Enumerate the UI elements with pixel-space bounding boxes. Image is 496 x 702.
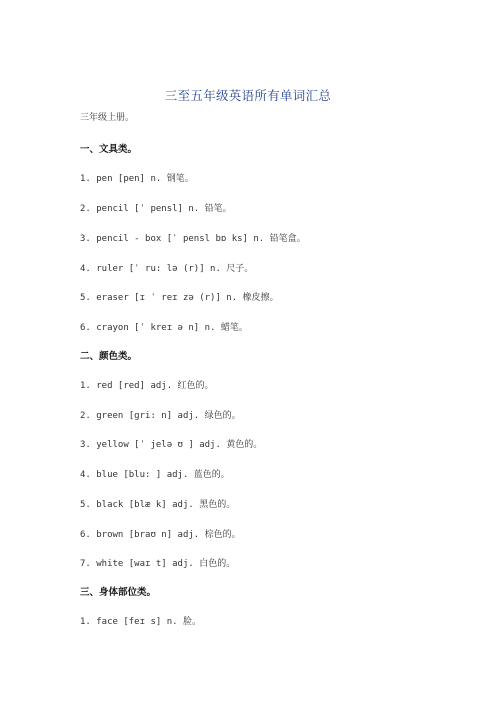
- list-item: 1. pen [pen] n. 钢笔。: [80, 174, 194, 184]
- section-heading-stationery: 一、文具类。: [80, 144, 138, 155]
- grade-label: 三年级上册。: [80, 113, 135, 123]
- list-item: 2. green [gri: n] adj. 绿色的。: [80, 411, 241, 421]
- list-item: 2. pencil [ˈ pensl] n. 铅笔。: [80, 204, 232, 214]
- list-item: 3. yellow [ˈ jelə ʊ ] adj. 黄色的。: [80, 440, 263, 450]
- list-item: 1. face [feɪ s] n. 脸。: [80, 617, 201, 627]
- list-item: 6. brown [braʊ n] adj. 棕色的。: [80, 530, 241, 540]
- list-item: 4. ruler [ˈ ru: lə (r)] n. 尺子。: [80, 264, 254, 274]
- list-item: 4. blue [blu: ] adj. 蓝色的。: [80, 470, 230, 480]
- list-item: 5. black [blæ k] adj. 黑色的。: [80, 500, 236, 510]
- list-item: 3. pencil - box [ˈ pensl bɒ ks] n. 铅笔盒。: [80, 234, 306, 244]
- list-item: 1. red [red] adj. 红色的。: [80, 381, 214, 391]
- document-title: 三至五年级英语所有单词汇总: [164, 88, 332, 103]
- list-item: 6. crayon [ˈ kreɪ ə n] n. 蜡笔。: [80, 323, 248, 333]
- list-item: 7. white [waɪ t] adj. 白色的。: [80, 559, 236, 569]
- section-heading-colors: 二、颜色类。: [80, 351, 138, 362]
- section-heading-body-parts: 三、身体部位类。: [80, 587, 157, 598]
- list-item: 5. eraser [ɪ ˈ reɪ zə (r)] n. 橡皮擦。: [80, 293, 279, 303]
